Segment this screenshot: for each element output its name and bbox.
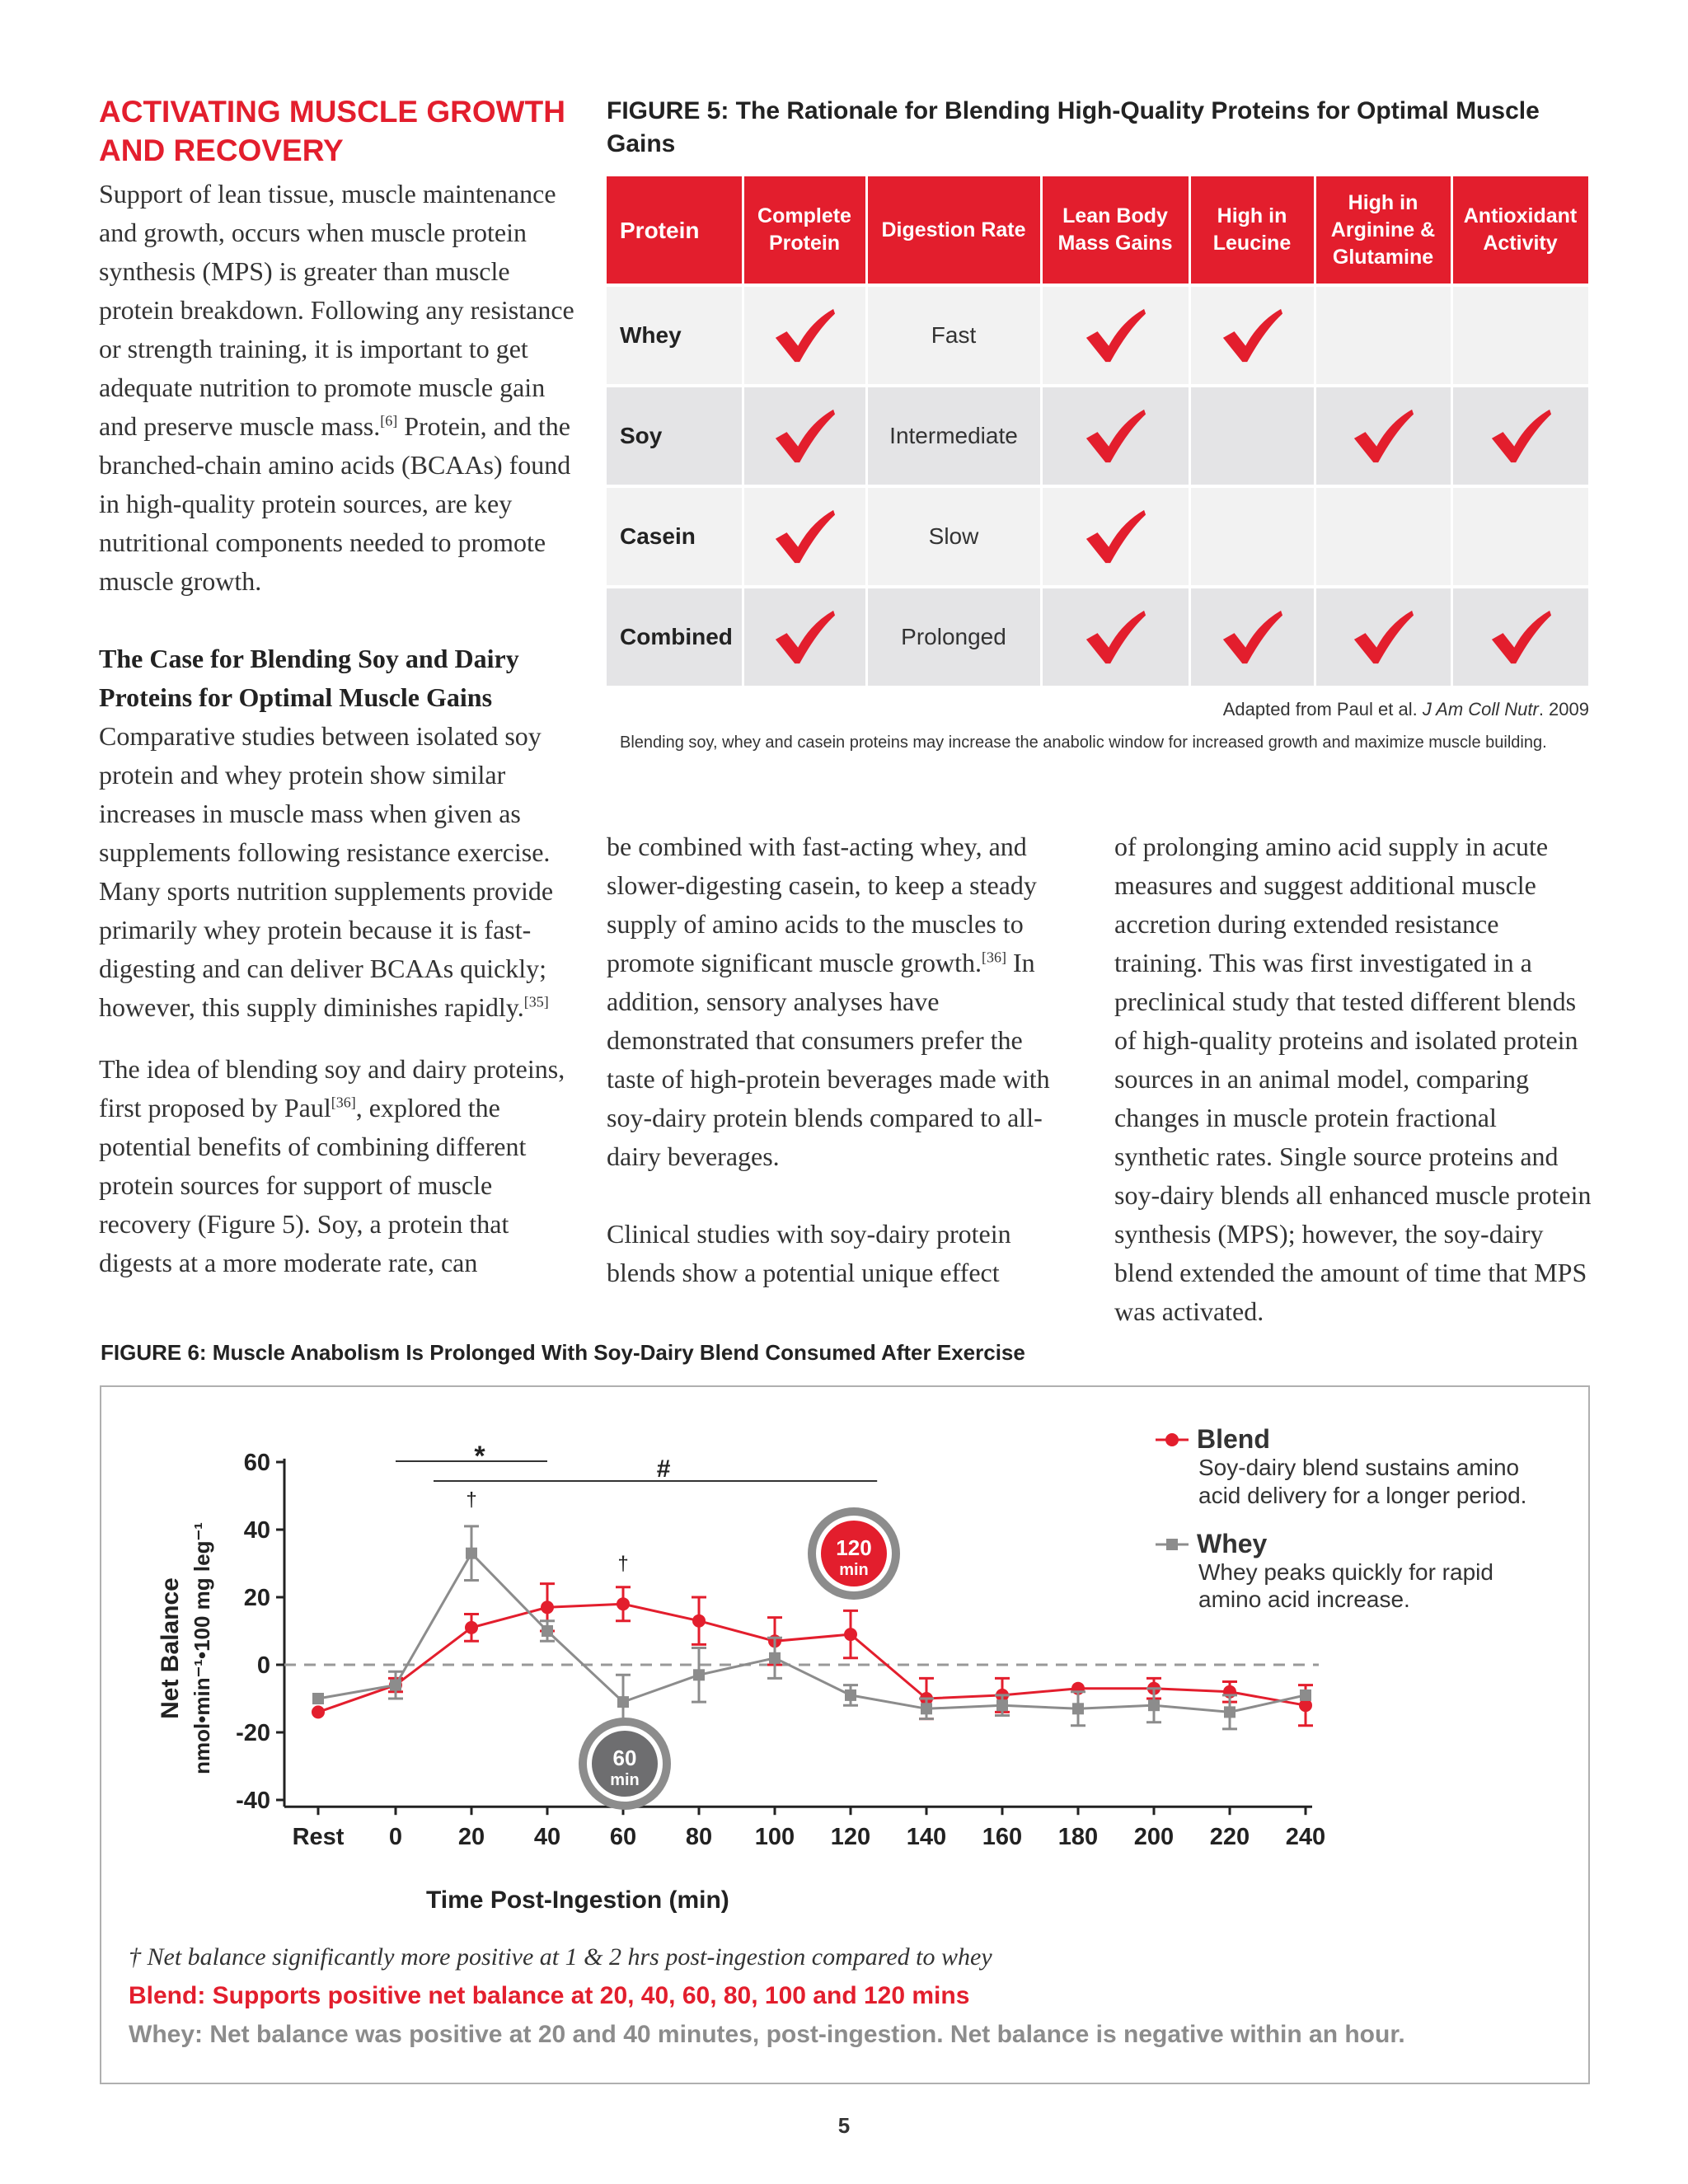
header-high-leucine: High in Leucine [1189, 176, 1315, 285]
figure6-title: FIGURE 6: Muscle Anabolism Is Prolonged With Soy-Dairy Blend Consumed After Exercise [101, 1340, 1025, 1365]
legend-whey-desc-1: Whey peaks quickly for rapid [1198, 1559, 1493, 1585]
y-axis-units: nmol•min⁻¹•100 mg leg⁻¹ [190, 1522, 214, 1774]
footnote-whey: Whey: Net balance was positive at 20 and 40 minutes, post-ingestion. Net balance is negative within an hour. [129, 2021, 1405, 2048]
data-point-whey [996, 1699, 1008, 1711]
data-point-whey [769, 1652, 781, 1664]
middle-paragraph-2: Clinical studies with soy-dairy protein blends show a potential unique effect [607, 1219, 1011, 1287]
data-point-whey [1072, 1703, 1084, 1714]
data-point-whey [1148, 1699, 1160, 1711]
middle-paragraph-1: be combined with fast-acting whey, and slower-digesting casein, to keep a steady supply of amino acids to the muscles to promote significant muscle growth.[36] In addition, sensory analyses have demonstrated that consumers prefer the taste of high-protein beverages made with soy-dairy protein blends compared to all-dairy beverages. [607, 832, 1050, 1171]
header-digestion-rate: Digestion Rate [866, 176, 1041, 285]
header-protein: Protein [607, 176, 743, 285]
time-badge-unit: min [610, 1771, 640, 1789]
legend-blend-desc-1: Soy-dairy blend sustains amino [1198, 1455, 1520, 1480]
data-point-whey [1300, 1690, 1311, 1701]
data-point-blend [692, 1615, 706, 1628]
time-badge-number: 60 [612, 1746, 637, 1770]
x-tick-label: 220 [1209, 1824, 1250, 1851]
y-axis-title: Net Balance [157, 1577, 184, 1719]
x-axis-title: Time Post-Ingestion (min) [426, 1886, 729, 1914]
y-tick-label: 20 [243, 1585, 270, 1611]
dagger-annotation: † [466, 1488, 477, 1511]
data-point-whey [542, 1625, 553, 1637]
header-complete-protein: Complete Protein [743, 176, 866, 285]
data-point-blend [541, 1601, 554, 1614]
data-point-whey [921, 1703, 932, 1714]
y-tick-label: -40 [236, 1788, 270, 1814]
x-tick-label: 20 [457, 1824, 485, 1851]
data-point-whey [466, 1548, 477, 1559]
figure5-caption: Blending soy, whey and casein proteins may increase the anabolic window for increased growth and maximize muscle building. [620, 733, 1547, 752]
left-paragraph-1: Support of lean tissue, muscle maintenance and growth, occurs when muscle protein synthesis (MPS) is greater than muscle protein breakdown. Following any resistance or strength training, it is important to get adequate nutrition to promote muscle gain and preserve muscle mass.[6] Protein, and the branched-chain amino acids (BCAAs) found in high-quality protein sources, are key nutritional components needed to promote muscle growth. [99, 179, 574, 596]
x-tick-label: 160 [982, 1824, 1023, 1851]
x-tick-label: 180 [1057, 1824, 1099, 1851]
legend-blend-marker [1165, 1433, 1179, 1446]
dagger-annotation: † [617, 1553, 629, 1576]
x-tick-label: 0 [388, 1824, 403, 1851]
data-point-whey [845, 1690, 856, 1701]
x-tick-label: 100 [754, 1824, 795, 1851]
left-paragraph-3: The idea of blending soy and dairy proteins, first proposed by Paul[36], explored the potential benefits of combining different protein sources for support of muscle recovery (Figure 5). Soy, a protein that digests at a more moderate rate, can [99, 1054, 565, 1277]
legend-blend-desc-2: acid delivery for a longer period. [1198, 1483, 1527, 1508]
header-antioxidant: Antioxidant Activity [1451, 176, 1589, 285]
data-point-whey [1224, 1706, 1236, 1718]
x-tick-label: 40 [533, 1824, 561, 1851]
x-tick-label: 240 [1285, 1824, 1326, 1851]
row-protein-name: Casein [607, 486, 743, 587]
header-lean-body-mass: Lean Body Mass Gains [1041, 176, 1189, 285]
time-badge-unit: min [839, 1561, 869, 1579]
legend-blend-label: Blend [1197, 1424, 1270, 1454]
page-number: 5 [837, 2113, 851, 2138]
right-paragraph-1: of prolonging amino acid supply in acute measures and suggest additional muscle accretion during extended resistance training. This was first investigated in a preclinical study that tested different blends of high-quality proteins and isolated protein sources in an animal model, comparing changes in muscle protein fractional synthetic rates. Single source proteins and soy-dairy blends all enhanced muscle protein synthesis (MPS); however, the soy-dairy blend extended the amount of time that MPS was activated. [1114, 832, 1592, 1326]
data-point-whey [312, 1693, 324, 1704]
footnote-blend: Blend: Supports positive net balance at 20, 40, 60, 80, 100 and 120 mins [129, 1982, 970, 2009]
x-tick-label: 80 [685, 1824, 713, 1851]
x-tick-label: 120 [830, 1824, 871, 1851]
y-tick-label: 40 [243, 1517, 270, 1544]
cell-digestion-rate: Intermediate [866, 386, 1041, 486]
data-point-blend [465, 1621, 478, 1634]
figure5-title: FIGURE 5: The Rationale for Blending High-Quality Proteins for Optimal Muscle Gains [607, 97, 1540, 157]
data-point-whey [390, 1680, 401, 1691]
data-point-blend [312, 1705, 325, 1718]
footnote-dagger: † Net balance significantly more positive at 1 & 2 hrs post-ingestion compared to whey [129, 1943, 992, 1971]
cell-digestion-rate: Slow [866, 486, 1041, 587]
data-point-whey [617, 1696, 629, 1708]
x-tick-label: 140 [906, 1824, 947, 1851]
data-point-whey [693, 1669, 705, 1680]
cell-digestion-rate: Fast [866, 285, 1041, 386]
significance-hash: # [656, 1455, 671, 1483]
cell-digestion-rate: Prolonged [866, 587, 1041, 686]
x-tick-label: 200 [1133, 1824, 1175, 1851]
legend-whey-marker [1166, 1539, 1178, 1550]
left-subhead: The Case for Blending Soy and Dairy Proteins for Optimal Muscle Gains [99, 644, 519, 712]
legend-whey-desc-2: amino acid increase. [1198, 1586, 1410, 1612]
row-protein-name: Soy [607, 386, 743, 486]
legend-whey-label: Whey [1197, 1529, 1268, 1558]
left-paragraph-2: Comparative studies between isolated soy protein and whey protein show similar increases in muscle mass when given as supplements following resistance exercise. Many sports nutrition supplements provide primarily whey protein because it is fast-digesting and can deliver BCAAs quickly; however, this supply diminishes rapidly.[35] [99, 721, 554, 1022]
row-protein-name: Whey [607, 285, 743, 386]
section-title: ACTIVATING MUSCLE GROWTH AND RECOVERY [99, 95, 565, 167]
figure5-source: Adapted from Paul et al. J Am Coll Nutr. 2009 [1222, 699, 1589, 719]
y-tick-label: 60 [243, 1450, 270, 1476]
y-tick-label: -20 [236, 1720, 270, 1746]
x-tick-label: 60 [609, 1824, 637, 1851]
y-tick-label: 0 [256, 1652, 270, 1679]
x-tick-label: Rest [292, 1824, 345, 1851]
significance-star: * [474, 1441, 485, 1472]
data-point-blend [844, 1628, 857, 1641]
time-badge-number: 120 [836, 1535, 872, 1560]
row-protein-name: Combined [607, 587, 743, 686]
series-line-blend [318, 1604, 1306, 1712]
header-high-arginine: High in Arginine & Glutamine [1315, 176, 1451, 285]
data-point-blend [617, 1597, 630, 1610]
